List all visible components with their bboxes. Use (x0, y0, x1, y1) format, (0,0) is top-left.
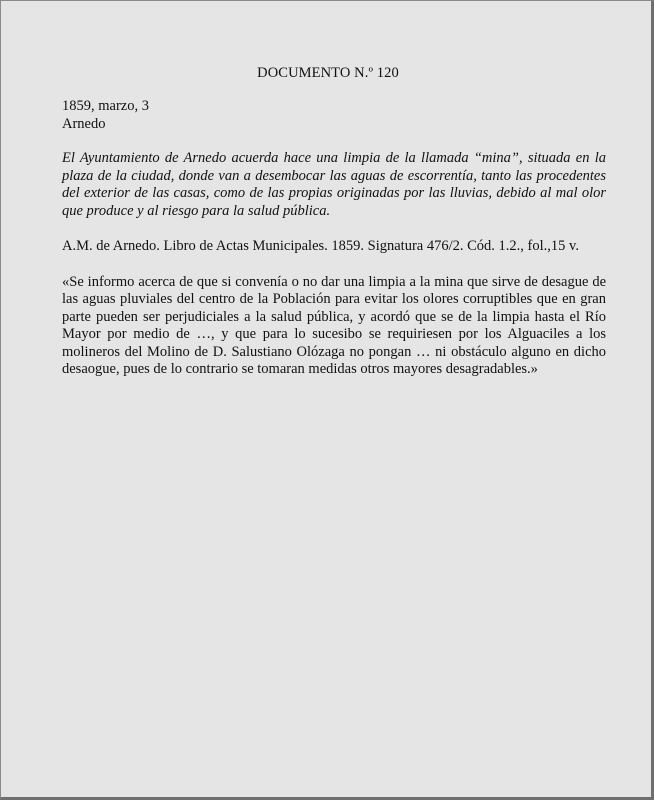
document-place: Arnedo (62, 115, 106, 132)
document-transcription: «Se informo acerca de que si convenía o no dar una limpia a la mina que sirve de desague de las aguas pluviales del centro de la Población para evitar los olores corruptibles que en gran parte pueden ser perjudiciales a la salud pública, y acordó que se de la limpia hasta el Río Mayor por medio de …, y que para lo sucesibo se requiriesen por los Alguaciles a los molineros del Molino de D. Salustiano Olózaga no pongan … ni obstáculo alguno en dicho desaogue, pues de lo contrario se tomaran medidas otros mayores desagradables.» (62, 273, 606, 377)
document-date: 1859, marzo, 3 (62, 98, 149, 114)
document-header (62, 98, 606, 133)
archival-source: A.M. de Arnedo. Libro de Actas Municipales. 1859. Signatura 476/2. Cód. 1.2., fol.,15 v. (62, 238, 579, 254)
document-summary: El Ayuntamiento de Arnedo acuerda hace una limpia de la llamada “mina”, situada en la plaza de la ciudad, donde van a desembocar las aguas de escorrentía, tanto las procedentes del exterior de las casas, como de las propias originadas por las lluvias, debido al mal olor que produce y al riesgo para la salud pública. (62, 150, 606, 219)
document-title: DOCUMENTO N.º 120 (257, 65, 399, 81)
document-body (62, 98, 606, 379)
